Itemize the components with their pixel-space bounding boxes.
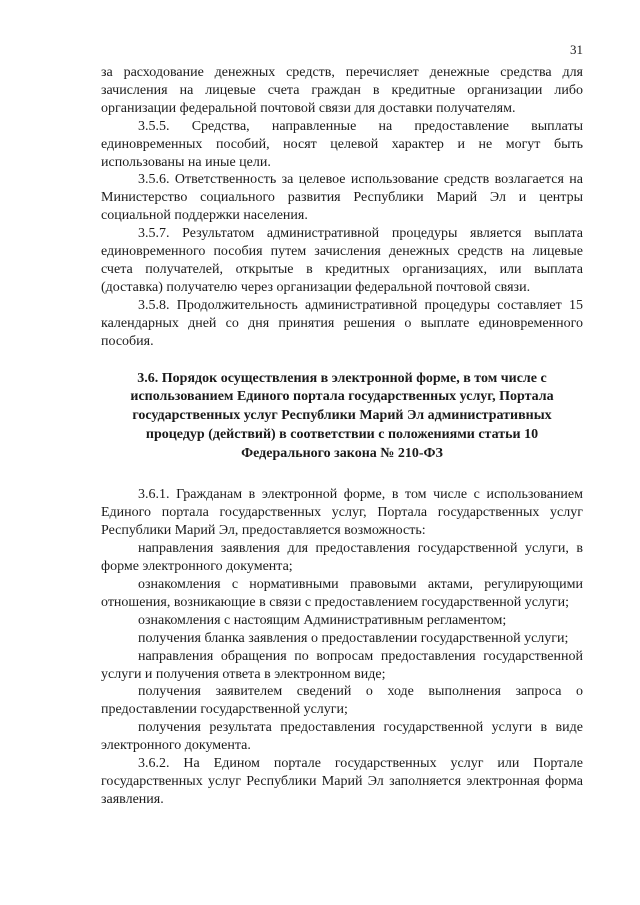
paragraph-3-5-8: 3.5.8. Продолжительность административной процедуры составляет 15 календарных дней со дня принятия решения о выплате единовременного пособия. [101,297,583,349]
list-item: получения заявителем сведений о ходе выполнения запроса о предоставлении государственной услуги; [101,684,583,718]
spacer [101,463,583,486]
paragraph-continuation: за расходование денежных средств, перечисляет денежные средства для зачисления на лицевые счета граждан в кредитные организации либо организации федеральной почтовой связи для доставки получателям. [101,65,583,116]
list-item: ознакомления с нормативными правовыми актами, регулирующими отношения, возникающие в связи с предоставлением государственной услуги; [101,577,583,610]
list-item: получения результата предоставления государственной услуги в виде электронного документа. [101,720,583,754]
list-item: направления заявления для предоставления государственной услуги, в форме электронного документа; [101,541,583,575]
list-item: ознакомления с настоящим Административным регламентом; [138,612,507,628]
spacer [101,351,583,370]
paragraph-3-6-1: 3.6.1. Гражданам в электронной форме, в том числе с использованием Единого портала государственных услуг, Портала государственных услуг Республики Марий Эл, предоставляется возможность: [101,487,583,539]
paragraph-3-5-6: 3.5.6. Ответственность за целевое использование средств возлагается на Министерство социального развития Республики Марий Эл и центры социальной поддержки населения. [101,172,583,224]
paragraph-3-5-5: 3.5.5. Средства, направленные на предоставление выплаты единовременных пособий, носят целевой характер и не могут быть использованы на иные цели. [101,118,583,170]
list-item: получения бланка заявления о предоставлении государственной услуги; [138,630,569,646]
paragraph-3-6-2: 3.6.2. На Едином портале государственных услуг или Портале государственных услуг Республики Марий Эл заполняется электронная форма заявления. [101,756,583,807]
page-number: 31 [570,42,583,57]
document-body [101,64,583,809]
section-heading-3-6: 3.6. Порядок осуществления в электронной форме, в том числе с использованием Единого портала государственных услуг, Портала государственных услуг Республики Марий Эл административных процедур (действий) в соответствии с положениями статьи 10 Федерального закона № 210-ФЗ [130,370,554,461]
list-item: направления обращения по вопросам предоставления государственной услуги и получения ответа в электронном виде; [101,648,583,682]
paragraph-3-5-7: 3.5.7. Результатом административной процедуры является выплата единовременного пособия путем зачисления денежных средств на лицевые счета получателей, открытые в кредитных организациях, или выплата (доставка) получателю через организации федеральной почтовой связи. [101,226,583,295]
